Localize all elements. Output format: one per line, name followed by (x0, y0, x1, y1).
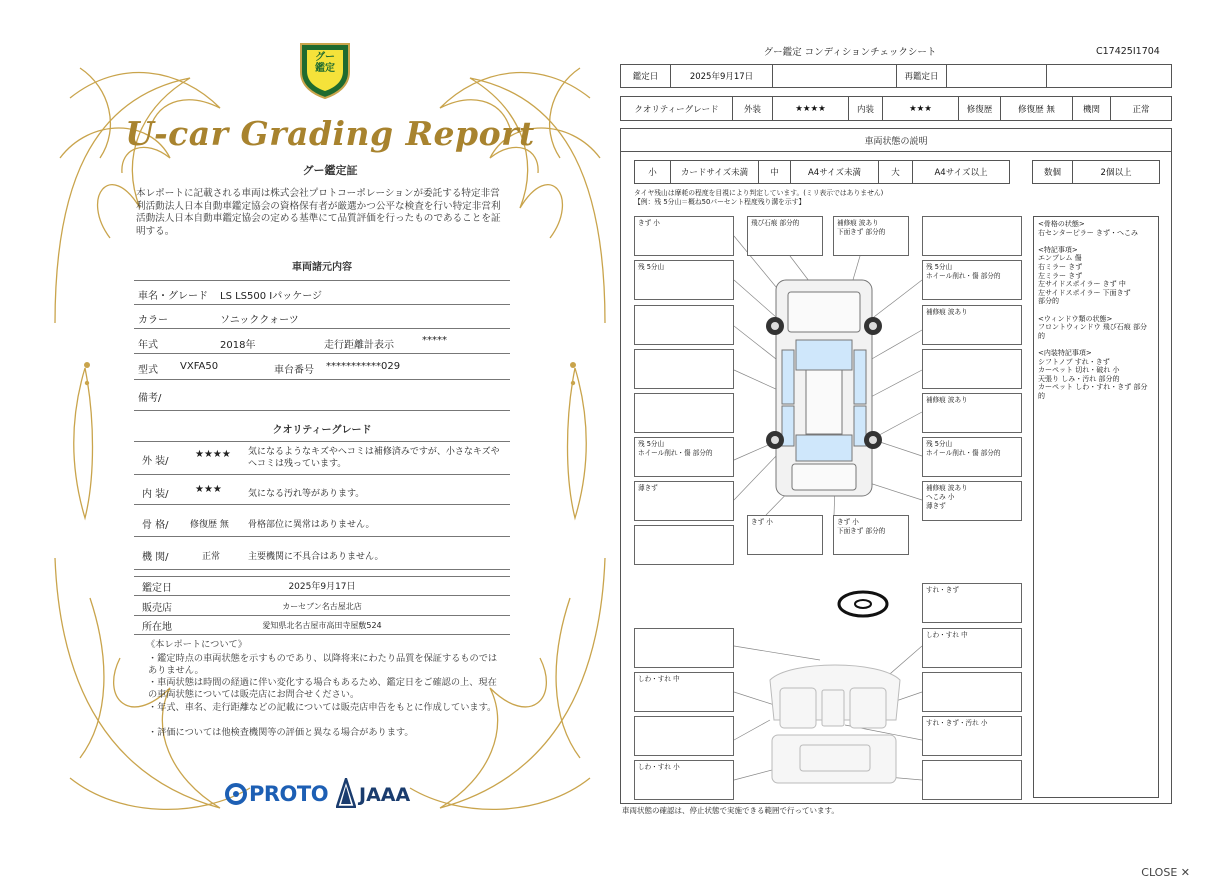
note-item: ・鑑定時点の車両状態を示すものであり、以降将来にわたり品質を保証するものではありません。 (148, 653, 498, 676)
year-value: 2018年 (220, 340, 256, 351)
legend-small: 小 (635, 161, 671, 183)
chassis-label: 車台番号 (274, 365, 314, 376)
label-cell: 外装 (733, 97, 773, 120)
divider (134, 379, 510, 380)
value-cell: 2025年9月17日 (671, 65, 773, 87)
divider (134, 280, 510, 281)
color-value: ソニッククォーツ (220, 315, 299, 326)
label-cell: 修復歴 (959, 97, 1001, 120)
condition-description: <骨格の状態> 右センターピラー きず・へこみ <特記事項> エンブレム 傷 右ミラー きず 左ミラー きず 左サイドスポイラー きず 中 左サイドスポイラー 下面きず 部分的 <ウィンドウ類の状態> フロントウィンドウ 飛び石痕 部分的 <内装特記事項> シフトノブ すれ・きず カーペット 切れ・破れ 小 天張り しみ・汚れ 部分的 カーペット しわ・すれ・きず 部分的 (1038, 220, 1148, 400)
note-item: ・車両状態は時間の経過に伴い変化する場合もあるため、鑑定日をご確認の上、現在の車両状態については販売店にお問合せください。 (148, 677, 497, 700)
damage-box: 残 5分山 (634, 260, 734, 300)
dealer-label: 販売店 (142, 603, 172, 614)
value-cell: ★★★ (883, 97, 959, 120)
damage-box: 残 5分山 ホイール削れ・傷 部分的 (922, 437, 1022, 477)
interior-damage-box (634, 716, 734, 756)
interior-damage-box (634, 628, 734, 668)
grade-label-interior: 内 装/ (142, 489, 169, 500)
grade-value-interior: ★★★ (195, 484, 222, 495)
grade-heading: クオリティーグレード (272, 425, 372, 436)
label-cell: クオリティーグレード (621, 97, 733, 120)
note-item: ・評価については他検査機関等の評価と異なる場合があります。 (148, 727, 414, 738)
year-label: 年式 (138, 340, 158, 351)
value-cell: 修復歴 無 (1001, 97, 1073, 120)
damage-box (634, 305, 734, 345)
grade-label-frame: 骨 格/ (142, 520, 169, 531)
divider (134, 569, 510, 570)
proto-logo-icon (225, 783, 247, 805)
car-name-value: LS LS500 Iパッケージ (220, 291, 323, 302)
grade-value-frame: 修復歴 無 (190, 520, 229, 530)
divider (134, 353, 510, 354)
grade-desc-engine: 主要機関に不具合はありません。 (248, 552, 384, 562)
certificate-intro: 本レポートに記載される車両は株式会社プロトコーポレーションが委託する特定非営利活動法人日本自動車鑑定協会の資格保有者が厳選かつ公平な検査を行い特定非営利活動法人日本自動車鑑定協会の定める基準にて品質評価を行ったものであることを証明する。 (136, 188, 501, 237)
value-cell: 正常 (1132, 104, 1150, 115)
interior-damage-box: すれ・きず (922, 583, 1022, 623)
grade-desc-frame: 骨格部位に異常はありません。 (248, 520, 375, 530)
sheet-footer: 車両状態の確認は、停止状態で実施できる範囲で行っています。 (622, 806, 839, 815)
damage-box (634, 349, 734, 389)
interior-damage-box: すれ・きず・汚れ 小 (922, 716, 1022, 756)
interior-damage-box: しわ・すれ 中 (922, 628, 1022, 668)
inspection-date-value: 2025年9月17日 (288, 582, 356, 592)
divider (134, 595, 510, 596)
interior-damage-box (922, 760, 1022, 800)
odometer-value: ***** (422, 335, 447, 346)
grade-label-exterior: 外 装/ (142, 456, 169, 467)
damage-box (922, 216, 1022, 256)
damage-box: 補修痕 波あり (922, 305, 1022, 345)
spec-heading: 車両諸元内容 (292, 262, 352, 273)
divider (134, 504, 510, 505)
legend-medium-desc: A4サイズ未満 (791, 161, 879, 183)
legend-medium: 中 (759, 161, 791, 183)
value-cell: ★★★★ (773, 97, 849, 120)
damage-box: 補修痕 波あり へこみ 小 薄きず (922, 481, 1022, 521)
label-cell: 機関 (1073, 97, 1111, 120)
car-name-label: 車名・グレード (138, 291, 208, 302)
model-label: 型式 (138, 365, 158, 376)
interior-damage-box: しわ・すれ 小 (634, 760, 734, 800)
certificate-title: U-car Grading Report (125, 114, 535, 153)
sheet-id: C17425I1704 (1096, 46, 1160, 57)
tire-note: タイヤ残山は摩耗の程度を目視により判定しています。(ミリ表示ではありません) (634, 189, 884, 197)
inspection-date-label: 鑑定日 (142, 583, 172, 594)
damage-box: きず 小 (634, 216, 734, 256)
damage-box (634, 525, 734, 565)
color-label: カラー (138, 315, 168, 326)
divider (134, 634, 510, 635)
divider (134, 615, 510, 616)
notes-heading: 《本レポートについて》 (146, 639, 247, 650)
grade-value-exterior: ★★★★ (195, 449, 231, 460)
legend-count: 数個 (1033, 161, 1073, 183)
remarks-label: 備考/ (138, 393, 162, 404)
grade-desc-interior: 気になる汚れ等があります。 (248, 489, 365, 499)
damage-box (922, 349, 1022, 389)
note-item: ・年式、車名、走行距離などの記載については販売店申告をもとに作成しています。 (148, 702, 497, 713)
dealer-value: カーセブン名古屋北店 (282, 602, 362, 611)
damage-box: 薄きず (634, 481, 734, 521)
damage-box: きず 小 (747, 515, 823, 555)
damage-box: 補修痕 波あり (922, 393, 1022, 433)
legend-large-desc: A4サイズ以上 (934, 168, 988, 178)
grading-certificate (50, 38, 610, 828)
legend-small-desc: カードサイズ未満 (671, 161, 759, 183)
jaaa-logo-icon (336, 778, 356, 808)
legend-count-desc: 2個以上 (1100, 168, 1132, 178)
badge-text: グー 鑑定 (315, 52, 335, 74)
damage-box: 残 5分山 ホイール削れ・傷 部分的 (634, 437, 734, 477)
damage-box: 補修痕 波あり 下面きず 部分的 (833, 216, 909, 256)
label-cell: 鑑定日 (621, 65, 671, 87)
address-label: 所在地 (142, 622, 172, 633)
proto-logo-text: PROTO (249, 782, 329, 806)
interior-damage-box (922, 672, 1022, 712)
divider (134, 410, 510, 411)
model-value: VXFA50 (180, 361, 219, 372)
divider (134, 441, 510, 442)
divider (134, 576, 510, 577)
grade-desc-exterior: 気になるようなキズやヘコミは補修済みですが、小さなキズやヘコミは残っています。 (248, 447, 500, 469)
condition-heading: 車両状態の説明 (620, 128, 1172, 152)
chassis-value: ***********029 (326, 361, 401, 372)
divider (134, 304, 510, 305)
jaaa-logo-text: JAAA (359, 784, 411, 806)
interior-damage-box: しわ・すれ 中 (634, 672, 734, 712)
tire-note-example: 【例：残 5分山＝概ね50パーセント程度残り溝を示す】 (634, 198, 806, 206)
close-button[interactable]: CLOSE ✕ (1141, 866, 1190, 879)
damage-box (634, 393, 734, 433)
condition-check-sheet (620, 40, 1172, 820)
damage-box: 残 5分山 ホイール削れ・傷 部分的 (922, 260, 1022, 300)
sheet-title: グー鑑定 コンディションチェックシート (763, 47, 937, 58)
label-cell: 内装 (849, 97, 883, 120)
grade-label-engine: 機 関/ (142, 552, 169, 563)
damage-box: 飛び石痕 部分的 (747, 216, 823, 256)
divider (134, 474, 510, 475)
address-value: 愛知県北名古屋市高田寺屋敷524 (262, 621, 382, 630)
certificate-subtitle: グー鑑定証 (302, 164, 358, 177)
legend-large: 大 (879, 161, 913, 183)
divider (134, 328, 510, 329)
grade-value-engine: 正常 (202, 552, 221, 562)
label-cell: 再鑑定日 (897, 65, 947, 87)
condition-description-box (1033, 216, 1159, 798)
divider (134, 536, 510, 537)
odometer-label: 走行距離計表示 (324, 340, 394, 351)
damage-box: きず 小 下面きず 部分的 (833, 515, 909, 555)
